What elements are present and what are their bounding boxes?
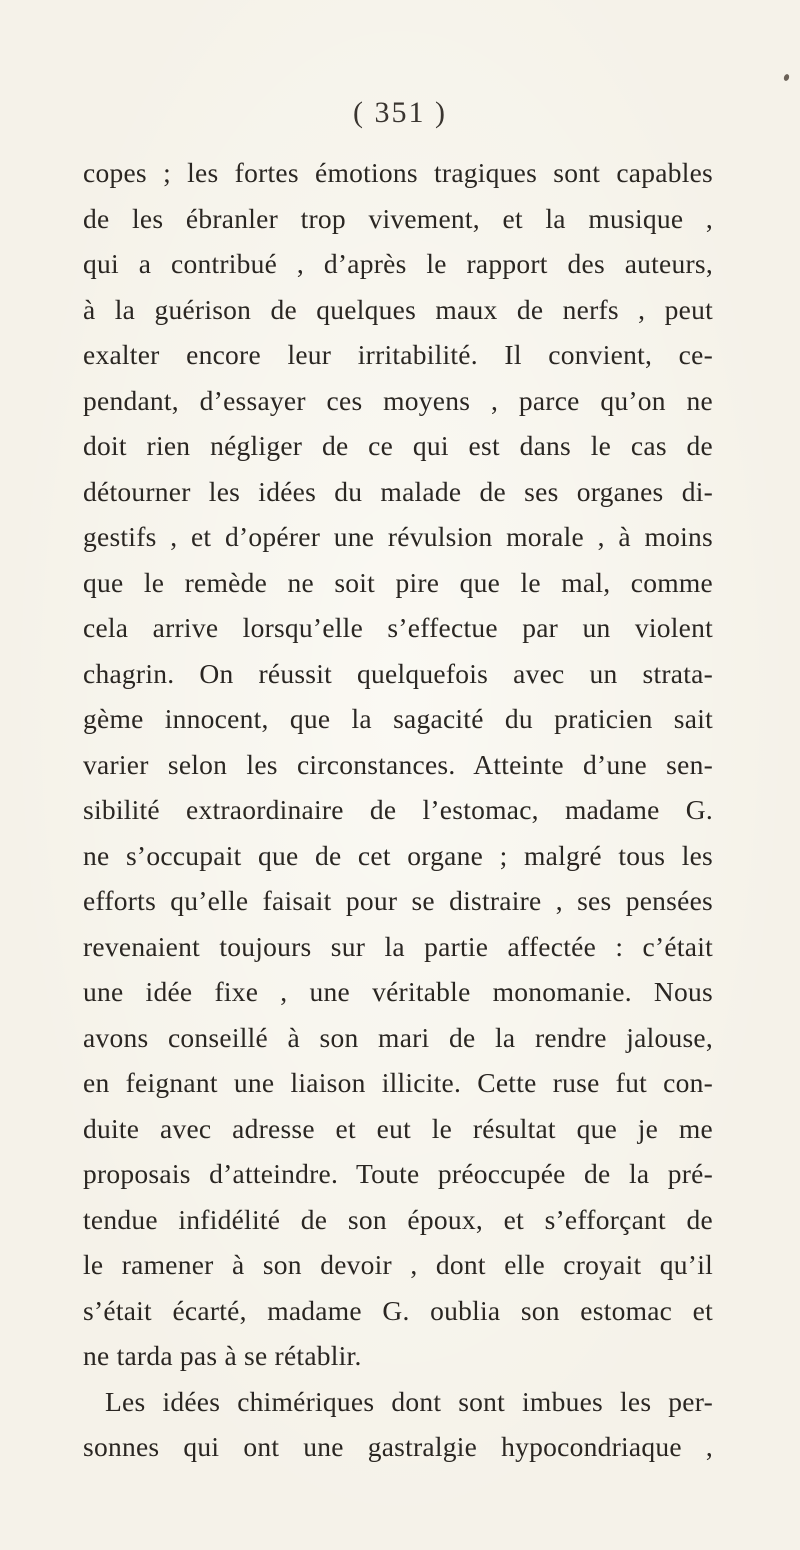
text-line: en feignant une liaison illicite. Cette ruse fut con- bbox=[83, 1067, 713, 1098]
text-line: que le remède ne soit pire que le mal, comme bbox=[83, 566, 713, 598]
text-line: duite avec adresse et eut le résultat que je me bbox=[83, 1112, 713, 1144]
text-line: tendue infidélité de son époux, et s’efforçant de bbox=[83, 1203, 713, 1235]
text-line: cela arrive lorsqu’elle s’effectue par un violent bbox=[83, 612, 713, 643]
paragraph-end-line: ne tarda pas à se rétablir. bbox=[83, 1340, 362, 1371]
body-text bbox=[83, 150, 713, 1470]
text-line: sonnes qui ont une gastralgie hypocondriaque , bbox=[83, 1431, 713, 1462]
text-line: varier selon les circonstances. Atteinte d’une sen- bbox=[83, 748, 713, 780]
text-line: qui a contribué , d’après le rapport des auteurs, bbox=[83, 248, 713, 279]
page-number: ( 351 ) bbox=[353, 96, 447, 129]
text-line: copes ; les fortes émotions tragiques sont capables bbox=[83, 157, 713, 188]
text-line: à la guérison de quelques maux de nerfs , peut bbox=[83, 293, 713, 325]
text-line: de les ébranler trop vivement, et la musique , bbox=[83, 202, 713, 234]
text-line: chagrin. On réussit quelquefois avec un strata- bbox=[83, 657, 713, 689]
text-line: efforts qu’elle faisait pour se distraire , ses pensées bbox=[83, 885, 713, 916]
text-line: revenaient toujours sur la partie affectée : c’était bbox=[83, 930, 713, 962]
text-line: le ramener à son devoir , dont elle croyait qu’il bbox=[83, 1249, 713, 1280]
ink-speck bbox=[783, 73, 790, 81]
text-line: exalter encore leur irritabilité. Il convient, ce- bbox=[83, 339, 713, 370]
text-line: proposais d’atteindre. Toute préoccupée de la pré- bbox=[83, 1158, 713, 1189]
text-line: s’était écarté, madame G. oublia son estomac et bbox=[83, 1294, 713, 1326]
text-line: ne s’occupait que de cet organe ; malgré tous les bbox=[83, 839, 713, 871]
text-line: gème innocent, que la sagacité du praticien sait bbox=[83, 703, 713, 734]
text-line: sibilité extraordinaire de l’estomac, madame G. bbox=[83, 794, 713, 825]
text-line: détourner les idées du malade de ses organes di- bbox=[83, 475, 713, 507]
text-line: avons conseillé à son mari de la rendre jalouse, bbox=[83, 1021, 713, 1053]
text-line: pendant, d’essayer ces moyens , parce qu’on ne bbox=[83, 384, 713, 416]
text-line: une idée fixe , une véritable monomanie. Nous bbox=[83, 976, 713, 1007]
text-line: doit rien négliger de ce qui est dans le cas de bbox=[83, 430, 713, 461]
paragraph-start-line: Les idées chimériques dont sont imbues les per- bbox=[105, 1385, 713, 1417]
text-line: gestifs , et d’opérer une révulsion morale , à moins bbox=[83, 521, 713, 552]
